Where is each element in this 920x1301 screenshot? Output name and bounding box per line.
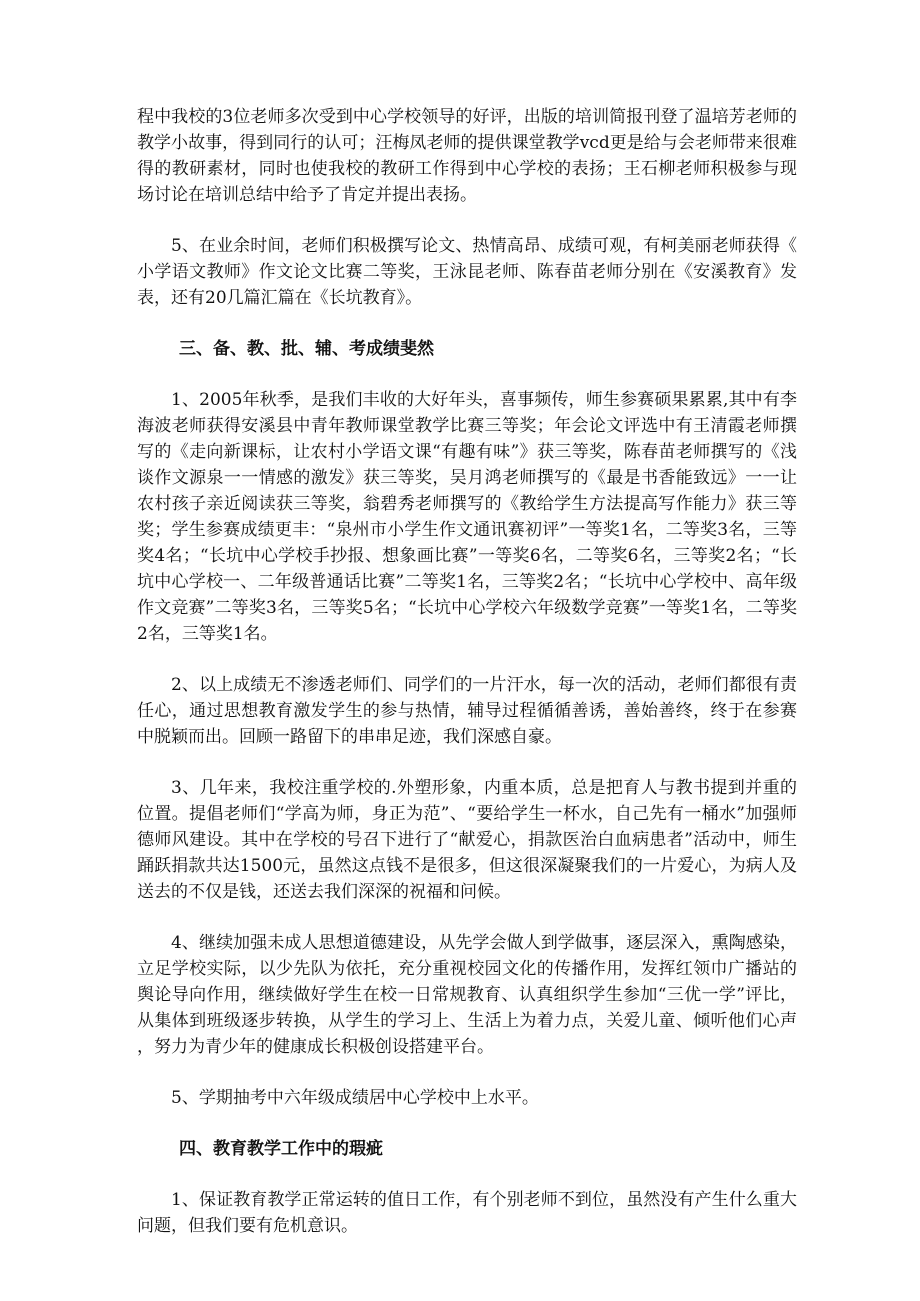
paragraph-moral-education: 4、继续加强未成人思想道德建设，从先学会做人到学做事，逐层深入，熏陶感染，立足学校实际，以少先队为依托，充分重视校园文化的传播作用，发挥红领巾广播站的舆论导向作用，继续做好学生在校一日常规教育、认真组织学生参加“三优一学”评比，从集体到班级逐步转换，从学生的学习上、生活上为着力点，关爱儿童、倾听他们心声，努力为青少年的健康成长积极创设搭建平台。	[137, 933, 797, 1057]
paragraph-exam-results: 5、学期抽考中六年级成绩居中心学校中上水平。	[171, 1088, 539, 1108]
paragraph-papers-published: 5、在业余时间，老师们积极撰写论文、热情高昂、成绩可观，有柯美丽老师获得《小学语文教师》作文论文比赛二等奖，王泳昆老师、陈春苗老师分别在《安溪教育》发表，还有20几篇汇篇在《长坑教育》。	[137, 236, 797, 308]
paragraph-ethics: 3、几年来，我校注重学校的.外塑形象，内重本质，总是把育人与教书提到并重的位置。提倡老师们“学高为师，身正为范”、“要给学生一杯水，自己先有一桶水”加强师德师风建设。其中在学校的号召下进行了“献爱心，捐款医治白血病患者”活动中，师生踊跃捐款共达1500元，虽然这点钱不是很多，但这很深凝聚我们的一片爱心，为病人及送去的不仅是钱，还送去我们深深的祝福和问候。	[137, 778, 797, 902]
section-heading-achievements: 三、备、教、批、辅、考成绩斐然	[179, 339, 434, 359]
paragraph-awards-2005: 1、2005年秋季，是我们丰收的大好年头，喜事频传，师生参赛硕果累累,其中有李海波老师获得安溪县中青年教师课堂教学比赛三等奖；年会论文评选中有王清霞老师撰写的《走向新课标，让农村小学语文课“有趣有味”》获三等奖，陈春苗老师撰写的《浅谈作文源泉一一情感的激发》获三等奖，吴月鸿老师撰写的《最是书香能致远》一一让农村孩子亲近阅读获三等奖，翁碧秀老师撰写的《教给学生方法提高写作能力》获三等奖；学生参赛成绩更丰：“泉州市小学生作文通讯赛初评”一等奖1名，二等奖3名，三等奖4名；“长坑中心学校手抄报、想象画比赛”一等奖6名，二等奖6名，三等奖2名；“长坑中心学校一、二年级普通话比赛”二等奖1名，三等奖2名；“长坑中心学校中、高年级作文竞赛”二等奖3名，三等奖5名；“长坑中心学校六年级数学竞赛”一等奖1名，二等奖2名，三等奖1名。	[137, 390, 797, 644]
section-heading-flaws: 四、教育教学工作中的瑕疵	[179, 1139, 383, 1159]
paragraph-duty-work: 1、保证教育教学正常运转的值日工作，有个别老师不到位，虽然没有产生什么重大问题，但我们要有危机意识。	[137, 1190, 797, 1236]
paragraph-effort: 2、以上成绩无不渗透老师们、同学们的一片汗水，每一次的活动，老师们都很有责任心，通过思想教育激发学生的参与热情，辅导过程循循善诱，善始善终，终于在参赛中脱颖而出。回顾一路留下的串串足迹，我们深感自豪。	[137, 675, 797, 747]
paragraph-training-praise: 程中我校的3位老师多次受到中心学校领导的好评，出版的培训简报刊登了温培芳老师的教学小故事，得到同行的认可；汪梅凤老师的提供课堂教学vcd更是给与会老师带来很难得的教研素材，同时也使我校的教研工作得到中心学校的表扬；王石柳老师积极参与现场讨论在培训总结中给予了肯定并提出表扬。	[137, 107, 797, 205]
document-body	[137, 104, 797, 1264]
